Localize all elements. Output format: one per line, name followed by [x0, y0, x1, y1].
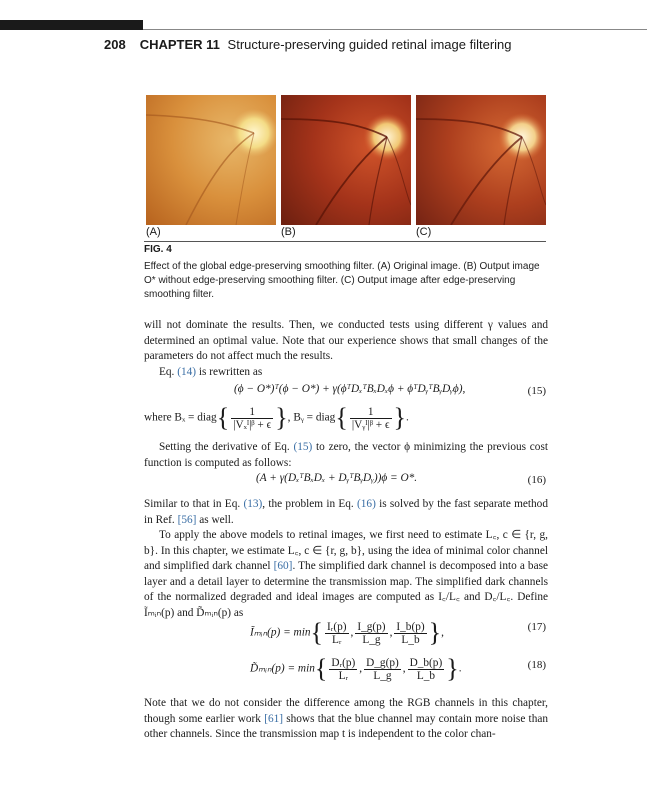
p4-text-b: , the problem in Eq.: [262, 498, 358, 510]
figure-number: FIG. 4: [144, 244, 172, 255]
eq17-term-r-den: Lᵣ: [331, 633, 342, 646]
equation-15-number: (15): [527, 385, 546, 397]
p2-text-b: is rewritten as: [196, 366, 263, 378]
equation-17: Ĩₘᵢₙ(p) = min{ $\frac{\text{Iᵣ(p)}}{\text{Lᵣ}}$ , $\frac{I\_g(p)}{L\_g}$ , $\frac{I\_b(p)}{L\_b}$ },: [250, 618, 444, 647]
header-rule: [143, 29, 647, 30]
paragraph-3: [144, 440, 548, 471]
retina-image-no-smoothing: [281, 95, 411, 225]
p3-text-b: to zero, the vector ϕ minimizing the previous cost function is computed as follows:: [144, 441, 548, 469]
p5-text-b: . The simplified dark channel is decomposed into a base layer and a detail layer to determine the transmission map. The simplified dark channels of the normalized degraded and ideal images are computed as I꜀/L꜀ and D꜀/L꜀. Define Ĩₘᵢₙ(p) and D̃ₘᵢₙ(p) as: [144, 560, 548, 619]
eq17-term-b-num: I_b(p): [396, 620, 425, 633]
eq17-term-g-num: I_g(p): [357, 620, 386, 633]
fraction-bx-num: 1: [231, 406, 273, 419]
eq18-term-b-num: D_b(p): [409, 656, 443, 669]
fraction-by-den: |Vᵧᴵ|ᵝ + ϵ: [351, 418, 390, 431]
eq17-lhs: Ĩₘᵢₙ(p) = min: [250, 626, 311, 639]
p2-text-a: Eq.: [159, 366, 178, 378]
eq18-term-g-num: D_g(p): [366, 656, 399, 669]
panel-label-c: (C): [416, 226, 432, 238]
where-end: .: [406, 411, 409, 424]
equation-18-number: (18): [527, 659, 546, 671]
page-number: 208: [104, 37, 126, 52]
fraction-by-num: 1: [350, 406, 392, 419]
paragraph-2: [144, 365, 548, 381]
eq-ref-14[interactable]: (14): [177, 366, 197, 378]
fraction-bx: [231, 406, 273, 431]
p5-text-a: To apply the above models to retinal images, we first need to estimate L꜀, c ∈ {r, g, b}. In this chapter, we estimate L꜀, c ∈ {r, g, b}, using the idea of minimal color channel and simplified dark channel: [144, 529, 548, 572]
paragraph-4: [144, 497, 548, 528]
ref-56[interactable]: [56]: [177, 513, 197, 526]
eq18-term-r-num: Dᵣ(p): [331, 656, 356, 669]
equation-15: (ϕ − O*)ᵀ(ϕ − O*) + γ(ϕᵀDₓᵀBₓDₓϕ + ϕᵀDᵧᵀBᵧDᵧϕ),: [234, 383, 466, 395]
eq18-term-g-den: L_g: [373, 669, 392, 682]
p6-text-a: Note that we do not consider the difference among the RGB channels in this chapter, though some earlier work: [144, 697, 548, 725]
p4-text-d: as well.: [196, 513, 234, 526]
eq17-term-r-num: Iᵣ(p): [326, 620, 347, 633]
eq17-term-b-den: L_b: [401, 633, 420, 646]
panel-label-b: (B): [281, 226, 296, 238]
eq17-term-g-den: L_g: [362, 633, 381, 646]
running-header: [104, 37, 512, 52]
eq18-term-b-den: L_b: [416, 669, 436, 682]
chapter-label: CHAPTER 11: [139, 37, 220, 52]
eq18-term-r-den: Lᵣ: [338, 669, 349, 682]
retina-image-with-smoothing: [416, 95, 546, 225]
figure-rule: [144, 241, 546, 242]
equation-18: D̃ₘᵢₙ(p) = min{ $\frac{\text{Dᵣ(p)}}{\text{Lᵣ}}$ , $\frac{D\_g(p)}{L\_g}$ , $\frac{D\_b(p)}{L\_b}$ }.: [250, 654, 462, 683]
paragraph-6: [144, 696, 548, 743]
panel-label-a: (A): [146, 226, 161, 238]
p4-text-a: Similar to that in Eq.: [144, 498, 244, 510]
figure-caption: Effect of the global edge-preserving smoothing filter. (A) Original image. (B) Output image O* without edge-preserving smoothing filter. (C) Output image after edge-preserving smoothing filter.: [144, 261, 540, 300]
where-clause: where Bₓ = diag{ $\frac{1}{\text{|Vₓᴵ|ᵝ + ϵ}}$ }, Bᵧ = diag{ $\frac{1}{\text{|Vᵧᴵ|ᵝ + ϵ}}$ }.: [144, 403, 409, 432]
paragraph-5: [144, 528, 548, 621]
paragraph-1: will not dominate the results. Then, we conducted tests using different γ values and determined an optimal value. Note that our experience shows that small changes of the parameters do not affect much the results.: [144, 319, 548, 362]
eq-ref-16[interactable]: (16): [357, 498, 376, 510]
eq-ref-15[interactable]: (15): [293, 441, 313, 453]
ref-60[interactable]: [60]: [273, 560, 293, 572]
where-text-a: where Bₓ = diag: [144, 411, 217, 424]
chapter-title: Structure-preserving guided retinal image filtering: [227, 37, 512, 52]
p3-text-a: Setting the derivative of Eq.: [159, 441, 294, 453]
eq18-lhs: D̃ₘᵢₙ(p) = min: [250, 662, 315, 675]
fraction-bx-den: |Vₓᴵ|ᵝ + ϵ: [233, 418, 272, 431]
fraction-by: [350, 406, 392, 431]
p6-text-b: shows that the blue channel may contain more noise than other channels. Since the transmission map t is independent to the color chan-: [144, 712, 549, 740]
where-text-b: , Bᵧ = diag: [287, 411, 336, 424]
equation-17-number: (17): [527, 621, 546, 633]
eq-ref-13[interactable]: (13): [243, 498, 263, 510]
equation-16-number: (16): [527, 474, 546, 486]
retina-image-original: [146, 95, 276, 225]
ref-61[interactable]: [61]: [264, 712, 284, 725]
p4-text-c: is solved by the fast separate method in Ref.: [144, 498, 548, 526]
equation-16: (A + γ(DₓᵀBₓDₓ + DᵧᵀBᵧDᵧ))ϕ = O*.: [256, 472, 418, 484]
header-bar: [0, 20, 143, 30]
